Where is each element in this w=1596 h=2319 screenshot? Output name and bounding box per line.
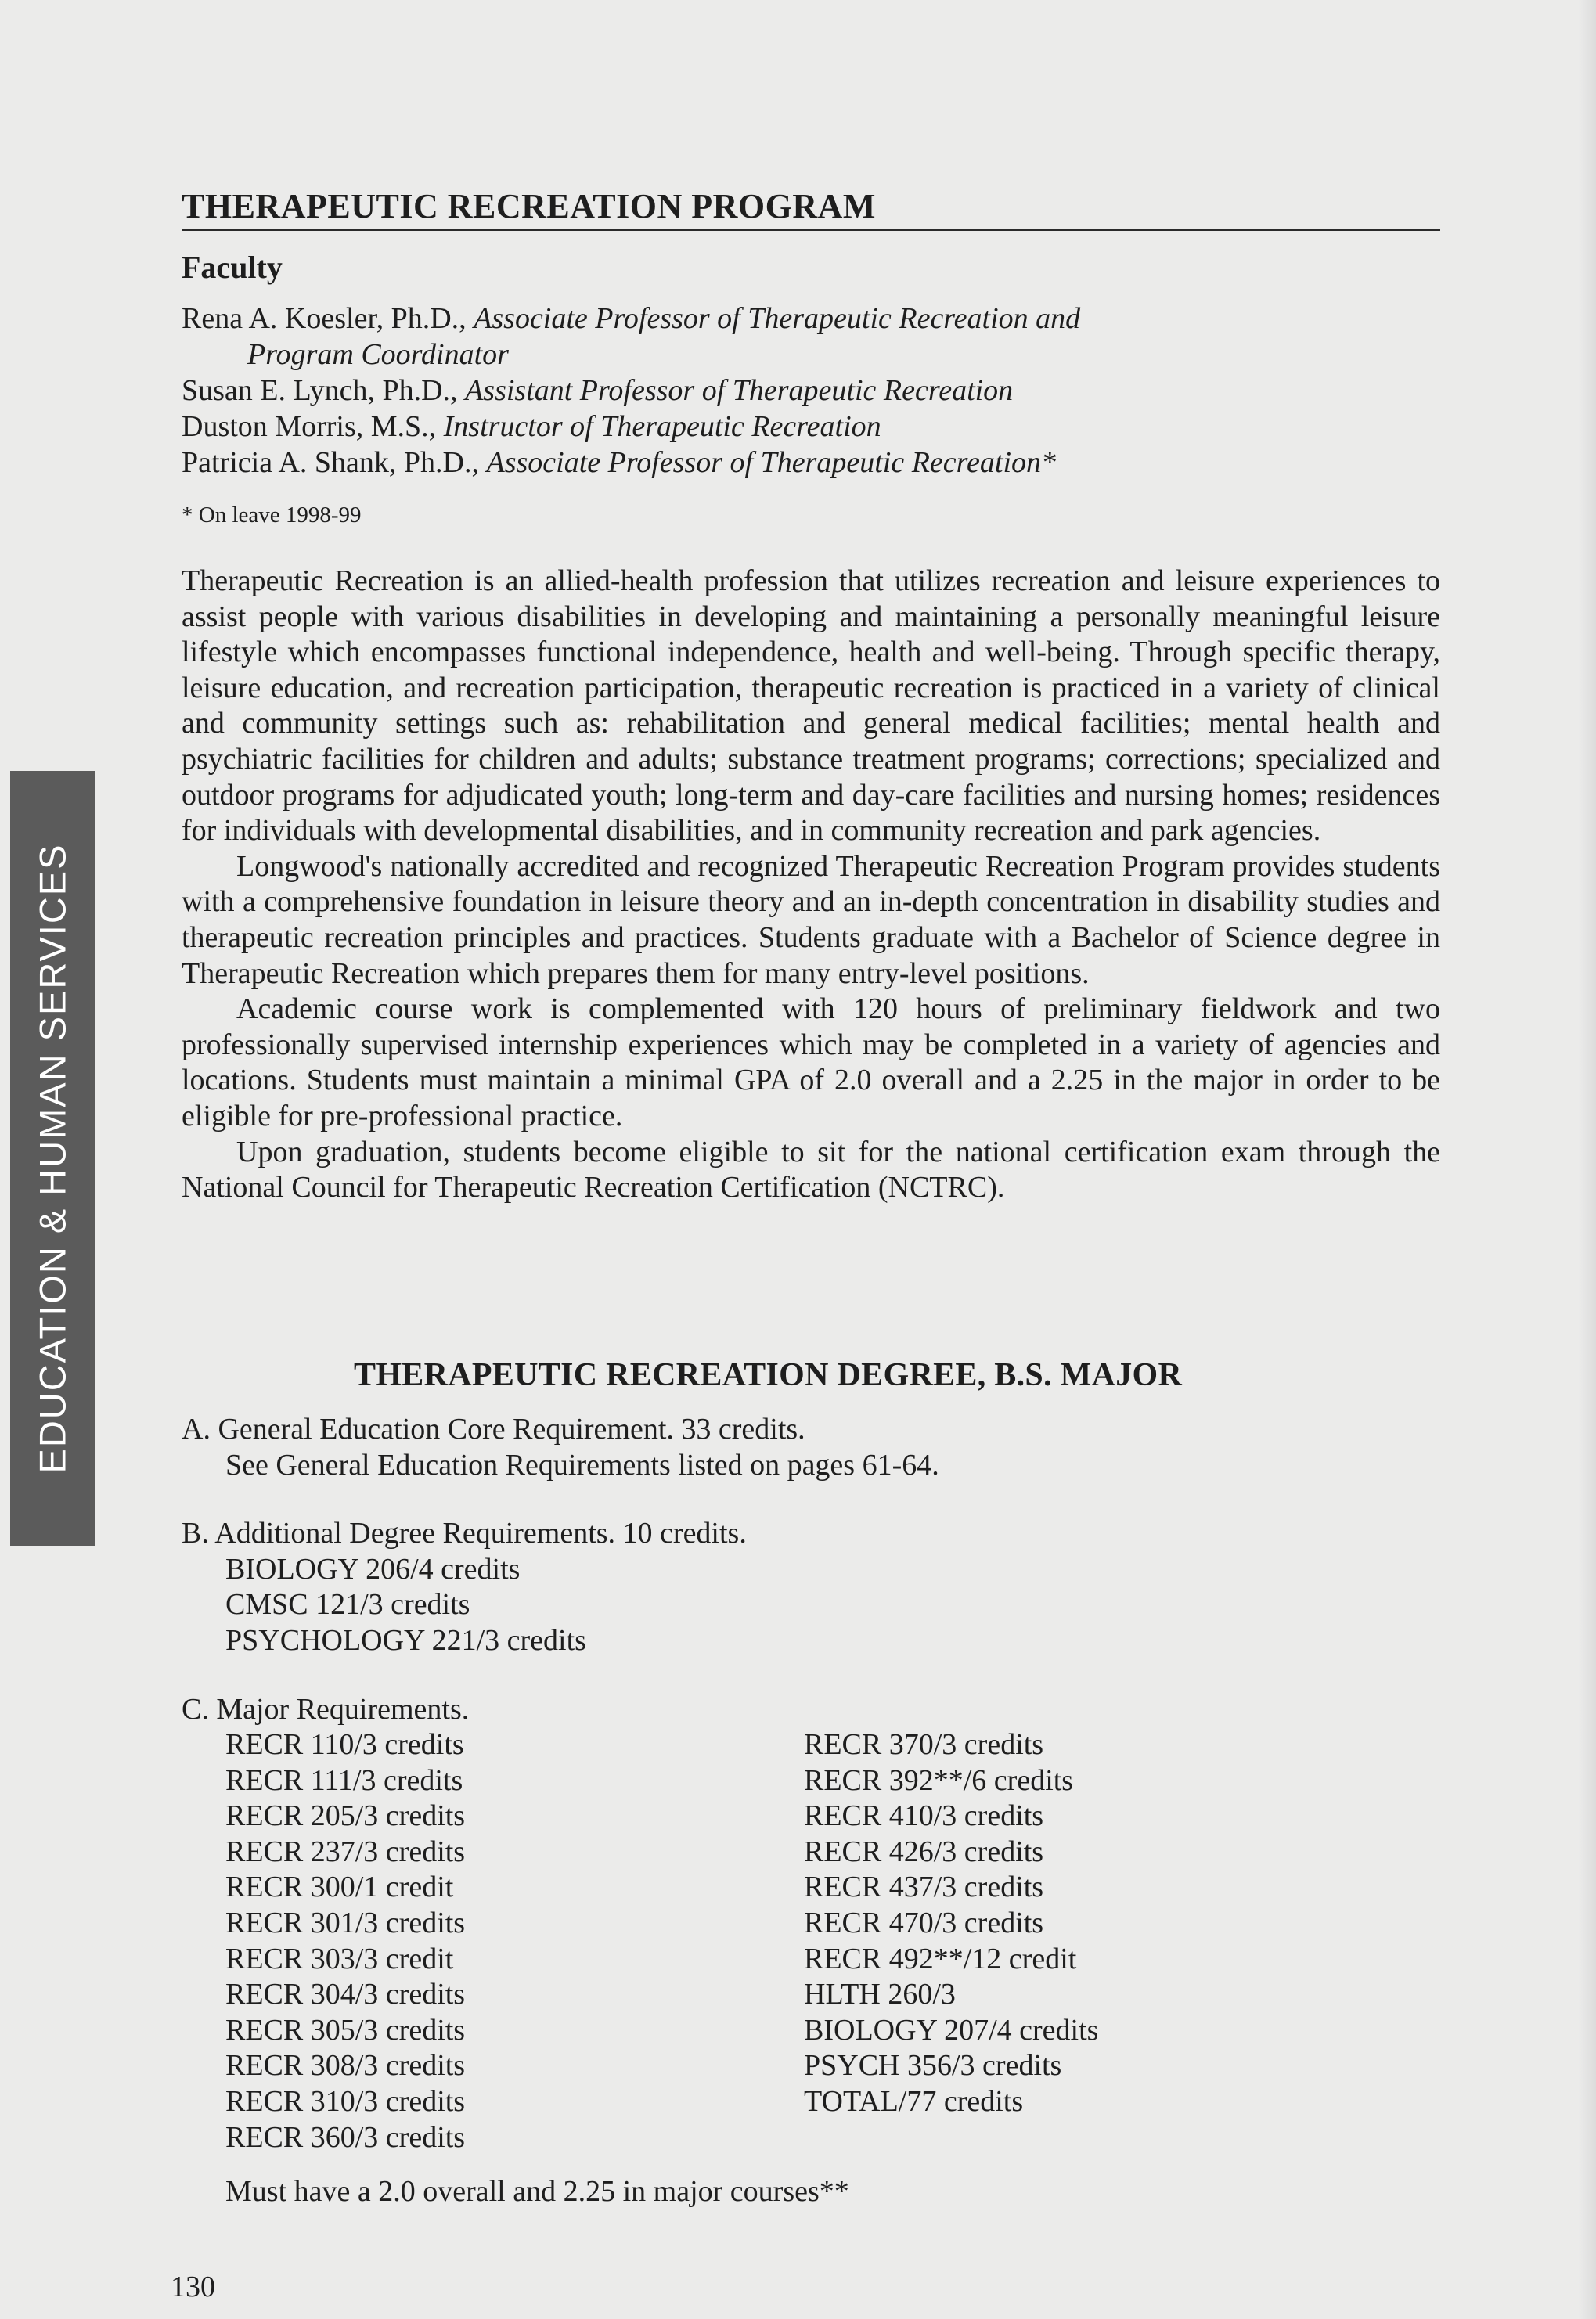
course-item: RECR 237/3 credits [225, 1835, 466, 1868]
page-number: 130 [171, 2270, 215, 2303]
faculty-name: Duston Morris, M.S., [182, 410, 437, 443]
course-item: RECR 300/1 credit [225, 1871, 454, 1904]
faculty-title: Associate Professor of Therapeutic Recreation* [486, 446, 1056, 479]
scan-edge-shadow [1579, 0, 1596, 2319]
requirement-a-detail: See General Education Requirements listed on pages 61-64. [225, 1448, 939, 1482]
course-item: RECR 492**/12 credit [804, 1942, 1077, 1975]
course-item: RECR 360/3 credits [225, 2120, 466, 2154]
title-rule [182, 229, 1440, 231]
course-item: RECR 303/3 credit [225, 1942, 454, 1975]
faculty-name: Patricia A. Shank, Ph.D., [182, 446, 479, 479]
course-item: RECR 110/3 credits [225, 1728, 464, 1761]
side-tab-label: EDUCATION & HUMAN SERVICES [31, 843, 74, 1474]
faculty-member [182, 409, 1080, 445]
requirement-b-heading: B. Additional Degree Requirements. 10 credits. [182, 1517, 747, 1550]
faculty-member [182, 445, 1080, 481]
total-credits: TOTAL/77 credits [804, 2084, 1024, 2118]
course-item: RECR 437/3 credits [804, 1871, 1044, 1904]
course-item: PSYCH 356/3 credits [804, 2049, 1062, 2083]
section-side-tab [10, 771, 95, 1546]
faculty-title: Instructor of Therapeutic Recreation [443, 410, 881, 443]
paragraph: Upon graduation, students become eligible to sit for the national certification exam through the National Council for Therapeutic Recreation Certification (NCTRC). [182, 1135, 1440, 1205]
faculty-list [182, 301, 1080, 481]
course-item: RECR 410/3 credits [804, 1799, 1044, 1833]
course-item: RECR 304/3 credits [225, 1978, 466, 2011]
paragraph: Longwood's nationally accredited and recognized Therapeutic Recreation Program provides students with a comprehensive foundation in leisure theory and an in-depth concentration in disability studies and therapeutic recreation principles and practices. Students graduate with a Bachelor of Science degree in Therapeutic Recreation which prepares them for many entry-level positions. [182, 849, 1440, 990]
paragraph: Academic course work is complemented with 120 hours of preliminary fieldwork and two professionally supervised internship experiences which may be completed in a variety of agencies and locations. Students must maintain a minimal GPA of 2.0 overall and a 2.25 in the major in order to be eligible for pre-professional practice. [182, 992, 1440, 1132]
course-item: RECR 205/3 credits [225, 1799, 466, 1833]
program-description [182, 564, 1440, 1206]
course-item: RECR 310/3 credits [225, 2084, 466, 2118]
faculty-member [182, 373, 1080, 409]
course-item: RECR 370/3 credits [804, 1728, 1044, 1761]
course-item: RECR 305/3 credits [225, 2013, 466, 2047]
program-title: THERAPEUTIC RECREATION PROGRAM [182, 187, 876, 225]
course-item: RECR 470/3 credits [804, 1906, 1044, 1939]
requirement-b-item: CMSC 121/3 credits [225, 1588, 470, 1622]
course-item: RECR 111/3 credits [225, 1763, 463, 1797]
major-footnote: Must have a 2.0 overall and 2.25 in major courses** [225, 2175, 849, 2208]
course-item: RECR 301/3 credits [225, 1906, 466, 1939]
leave-note: * On leave 1998-99 [182, 502, 362, 528]
requirement-b-item: BIOLOGY 206/4 credits [225, 1552, 521, 1586]
course-item: RECR 308/3 credits [225, 2049, 466, 2083]
requirement-b [182, 1516, 747, 1658]
course-item: HLTH 260/3 [804, 1978, 956, 2011]
faculty-heading: Faculty [182, 250, 283, 285]
faculty-name: Rena A. Koesler, Ph.D., [182, 302, 467, 335]
faculty-title-continued: Program Coordinator [247, 338, 509, 371]
requirement-b-item: PSYCHOLOGY 221/3 credits [225, 1623, 586, 1657]
faculty-member [182, 301, 1080, 337]
requirement-a [182, 1412, 939, 1483]
course-item: RECR 426/3 credits [804, 1835, 1044, 1868]
requirement-a-heading: A. General Education Core Requirement. 33 credits. [182, 1413, 805, 1446]
requirement-c-heading: C. Major Requirements. [182, 1693, 470, 1726]
paragraph: Therapeutic Recreation is an allied-health profession that utilizes recreation and leisure experiences to assist people with various disabilities in developing and maintaining a personally meaningful leisure lifestyle which encompasses functional independence, health and well-being. Through specific therapy, leisure education, and recreation participation, therapeutic recreation is practiced in a variety of clinical and community settings such as: rehabilitation and general medical facilities; mental health and psychiatric facilities for children and adults; substance treatment programs; corrections; specialized and outdoor programs for adjudicated youth; long-term and day-care facilities and nursing homes; residences for individuals with developmental disabilities, and in community recreation and park agencies. [182, 564, 1440, 848]
faculty-name: Susan E. Lynch, Ph.D., [182, 374, 458, 407]
major-courses-left [225, 1727, 465, 2155]
faculty-title: Assistant Professor of Therapeutic Recreation [465, 374, 1014, 407]
faculty-title: Associate Professor of Therapeutic Recreation and [474, 302, 1081, 335]
major-courses-right [804, 1727, 1098, 2120]
degree-title: THERAPEUTIC RECREATION DEGREE, B.S. MAJOR [354, 1357, 1183, 1393]
course-item: BIOLOGY 207/4 credits [804, 2013, 1099, 2047]
course-item: RECR 392**/6 credits [804, 1763, 1074, 1797]
